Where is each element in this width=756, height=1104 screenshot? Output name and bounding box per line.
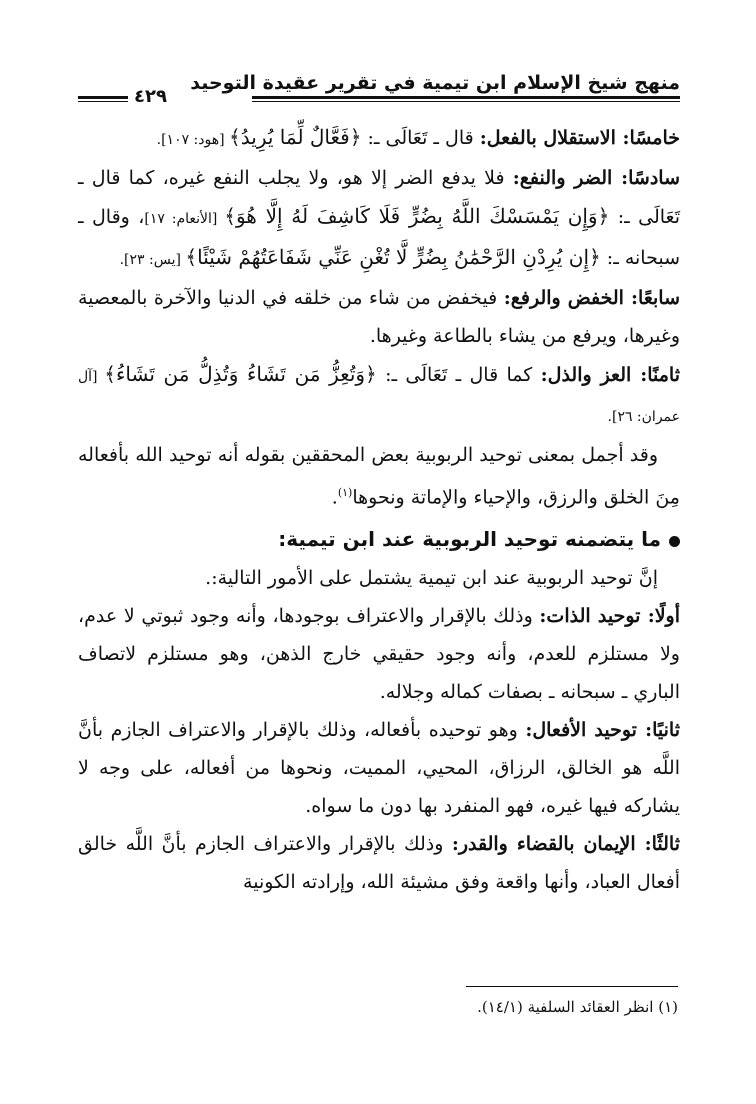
paragraph-fifth — [78, 118, 680, 159]
quran-verse: ﴿وَتُعِزُّ مَن تَشَاءُ وَتُذِلُّ مَن تَشَاءُ﴾ — [104, 362, 377, 386]
paragraph-label: ثانيًا: توحيد الأفعال: — [525, 719, 680, 742]
paragraph-third — [78, 825, 680, 901]
paragraph-first — [78, 597, 680, 711]
paragraph-text: وهو توحيده بأفعاله، وذلك بالإقرار والاعتراف الجازم بأنَّ اللَّه هو الخالق، الرزاق، المحيي، المميت، ونحوها من أفعاله، على وجه لا يشاركه فيها غيره، فهو المنفرد بها دون ما سواه. — [78, 719, 680, 818]
paragraph-seventh — [78, 279, 680, 355]
paragraph-summary — [78, 436, 680, 516]
verse-reference: [آل عمران: ٢٦]. — [78, 369, 680, 425]
page-header — [78, 72, 680, 108]
header-rule — [252, 96, 680, 99]
paragraph-text: فلا يدفع الضر إلا هو، ولا يجلب النفع غيره، كما قال ـ تَعَالَى ـ: — [78, 167, 681, 228]
paragraph-label: ثامنًا: العز والذل: — [540, 364, 680, 386]
paragraph-text: ، وقال ـ سبحانه ـ: — [78, 206, 680, 269]
footnote-rule — [466, 986, 678, 987]
paragraph-text: وقد أجمل بمعنى توحيد الربوبية بعض المحققين بقوله أنه توحيد الله بأفعاله مِنَ الخلق والرزق، والإحياء والإماتة ونحوها — [78, 444, 680, 509]
page-number-rule — [78, 96, 128, 99]
bullet-icon — [669, 536, 680, 547]
section-title: ما يتضمنه توحيد الربوبية عند ابن تيمية: — [278, 527, 661, 552]
verse-reference: [هود: ١٠٧]. — [156, 132, 230, 148]
running-title: منهج شيخ الإسلام ابن تيمية في تقرير عقيدة التوحيد — [190, 72, 680, 94]
paragraph-label: سادسًا: الضر والنفع: — [512, 167, 680, 189]
verse-reference: [يس: ٢٣]. — [119, 252, 186, 268]
paragraph-text: كما قال ـ تَعَالَى ـ: — [376, 364, 541, 386]
footnote-marker: (١) — [337, 486, 353, 499]
quran-verse: ﴿وَإِن يَمْسَسْكَ اللَّهُ بِضُرٍّ فَلَا كَاشِفَ لَهُ إِلَّا هُوَ﴾ — [224, 204, 610, 228]
paragraph-label: سابعًا: الخفض والرفع: — [503, 287, 680, 309]
paragraph-second — [78, 711, 680, 825]
paragraph-label: ثالثًا: الإيمان بالقضاء والقدر: — [451, 833, 680, 856]
paragraph-end: . — [331, 486, 338, 509]
verse-reference: [الأنعام: ١٧] — [144, 211, 225, 227]
main-text — [78, 118, 680, 901]
paragraph-text: وذلك بالإقرار والاعتراف بوجودها، وأنه وجود ثبوتي لا عدم، ولا مستلزم للعدم، وأنه وجود حقيقي خارج الذهن، وهو مستلزم لاتصاف الباري ـ سبحانه ـ بصفات كماله وجلاله. — [78, 605, 680, 704]
paragraph-label: خامسًا: الاستقلال بالفعل: — [479, 127, 680, 149]
paragraph-text: قال ـ تَعَالَى ـ: — [361, 127, 480, 149]
quran-verse: ﴿فَعَّالٌ لِّمَا يُرِيدُ﴾ — [229, 125, 362, 149]
paragraph-text: فيخفض من شاء من خلقه في الدنيا والآخرة بالمعصية وغيرها، ويرفع من يشاء بالطاعة وغيرها. — [78, 287, 680, 347]
paragraph-sixth — [78, 159, 680, 279]
section-heading — [78, 520, 680, 559]
paragraph-text: إنَّ توحيد الربوبية عند ابن تيمية يشتمل على الأمور التالية:. — [205, 567, 658, 590]
paragraph-label: أولًا: توحيد الذات: — [539, 605, 680, 628]
paragraph-text: وذلك بالإقرار والاعتراف الجازم بأنَّ اللَّه خالق أفعال العباد، وأنها واقعة وفق مشيئة الله، وإرادته الكونية — [78, 833, 680, 894]
page-number-rule-thin — [78, 101, 128, 102]
footnote: (١) انظر العقائد السلفية (١٤/١). — [477, 998, 678, 1016]
header-rule-thin — [252, 101, 680, 102]
paragraph-eighth — [78, 355, 680, 436]
quran-verse: ﴿إِن يُرِدْنِ الرَّحْمَٰنُ بِضُرٍّ لَّا تُغْنِ عَنِّي شَفَاعَتُهُمْ شَيْئًا﴾ — [185, 245, 601, 269]
page-number: ٤٢٩ — [134, 86, 167, 107]
paragraph-intro — [78, 559, 680, 597]
